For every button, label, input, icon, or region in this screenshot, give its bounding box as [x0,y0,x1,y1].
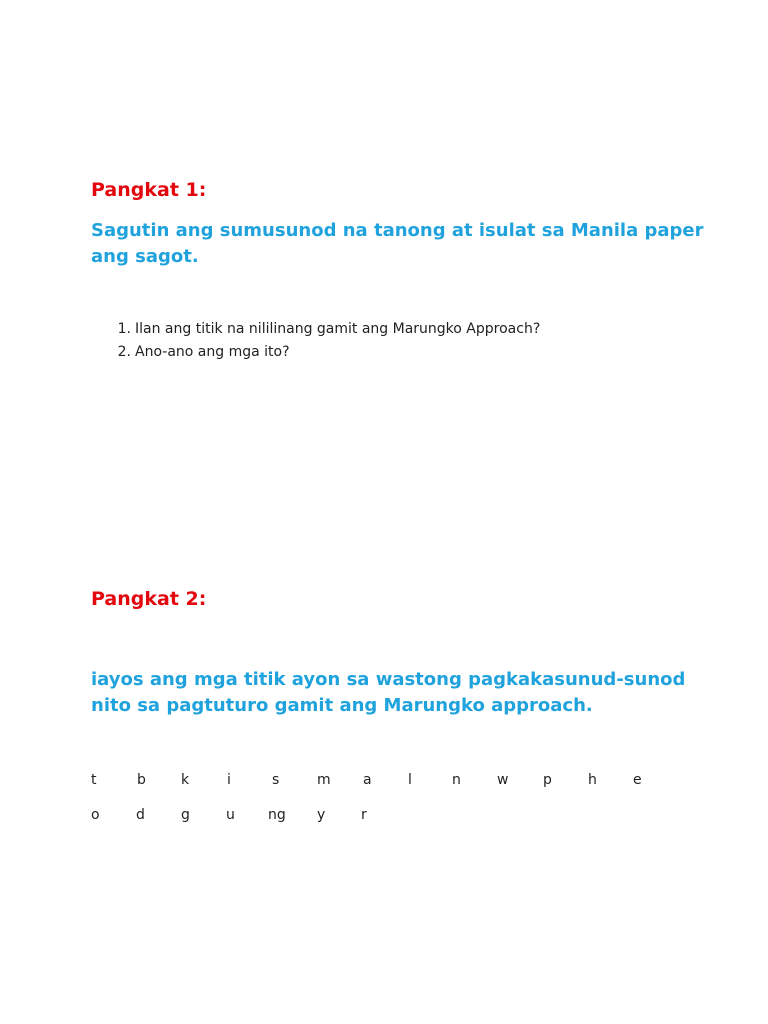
letter-item: s [272,772,280,788]
question-item [91,341,540,364]
letter-item: b [137,772,146,788]
letter-item: m [317,772,331,788]
letter-item: w [497,772,509,788]
letter-item: h [588,772,597,788]
letter-item: p [543,772,552,788]
letter-item: ng [268,807,286,823]
group1-question-list [91,318,540,364]
letter-item: r [361,807,367,823]
group2-heading: Pangkat 2: [91,588,207,610]
question-text: Ano-ano ang mga ito? [135,344,290,360]
letter-item: i [227,772,231,788]
letter-item: t [91,772,97,788]
letter-item: k [181,772,190,788]
group1-instruction: Sagutin ang sumusunod na tanong at isulat sa Manila paper ang sagot. [91,220,704,267]
letter-item: g [181,807,190,823]
letter-item: l [408,772,412,788]
question-text: Ilan ang titik na nililinang gamit ang Marungko Approach? [135,321,541,337]
question-number: 2. [117,344,131,360]
letter-item: n [452,772,461,788]
group2-instruction: iayos ang mga titik ayon sa wastong pagkakasunud-sunod nito sa pagtuturo gamit ang Marungko approach. [91,669,686,716]
group1-heading: Pangkat 1: [91,179,207,201]
letter-item: a [363,772,372,788]
letter-item: e [633,772,642,788]
letter-item: u [226,807,235,823]
question-item [91,318,540,341]
question-number: 1. [117,321,131,337]
letter-item: y [317,807,326,823]
letter-item: d [136,807,145,823]
letter-item: o [91,807,100,823]
